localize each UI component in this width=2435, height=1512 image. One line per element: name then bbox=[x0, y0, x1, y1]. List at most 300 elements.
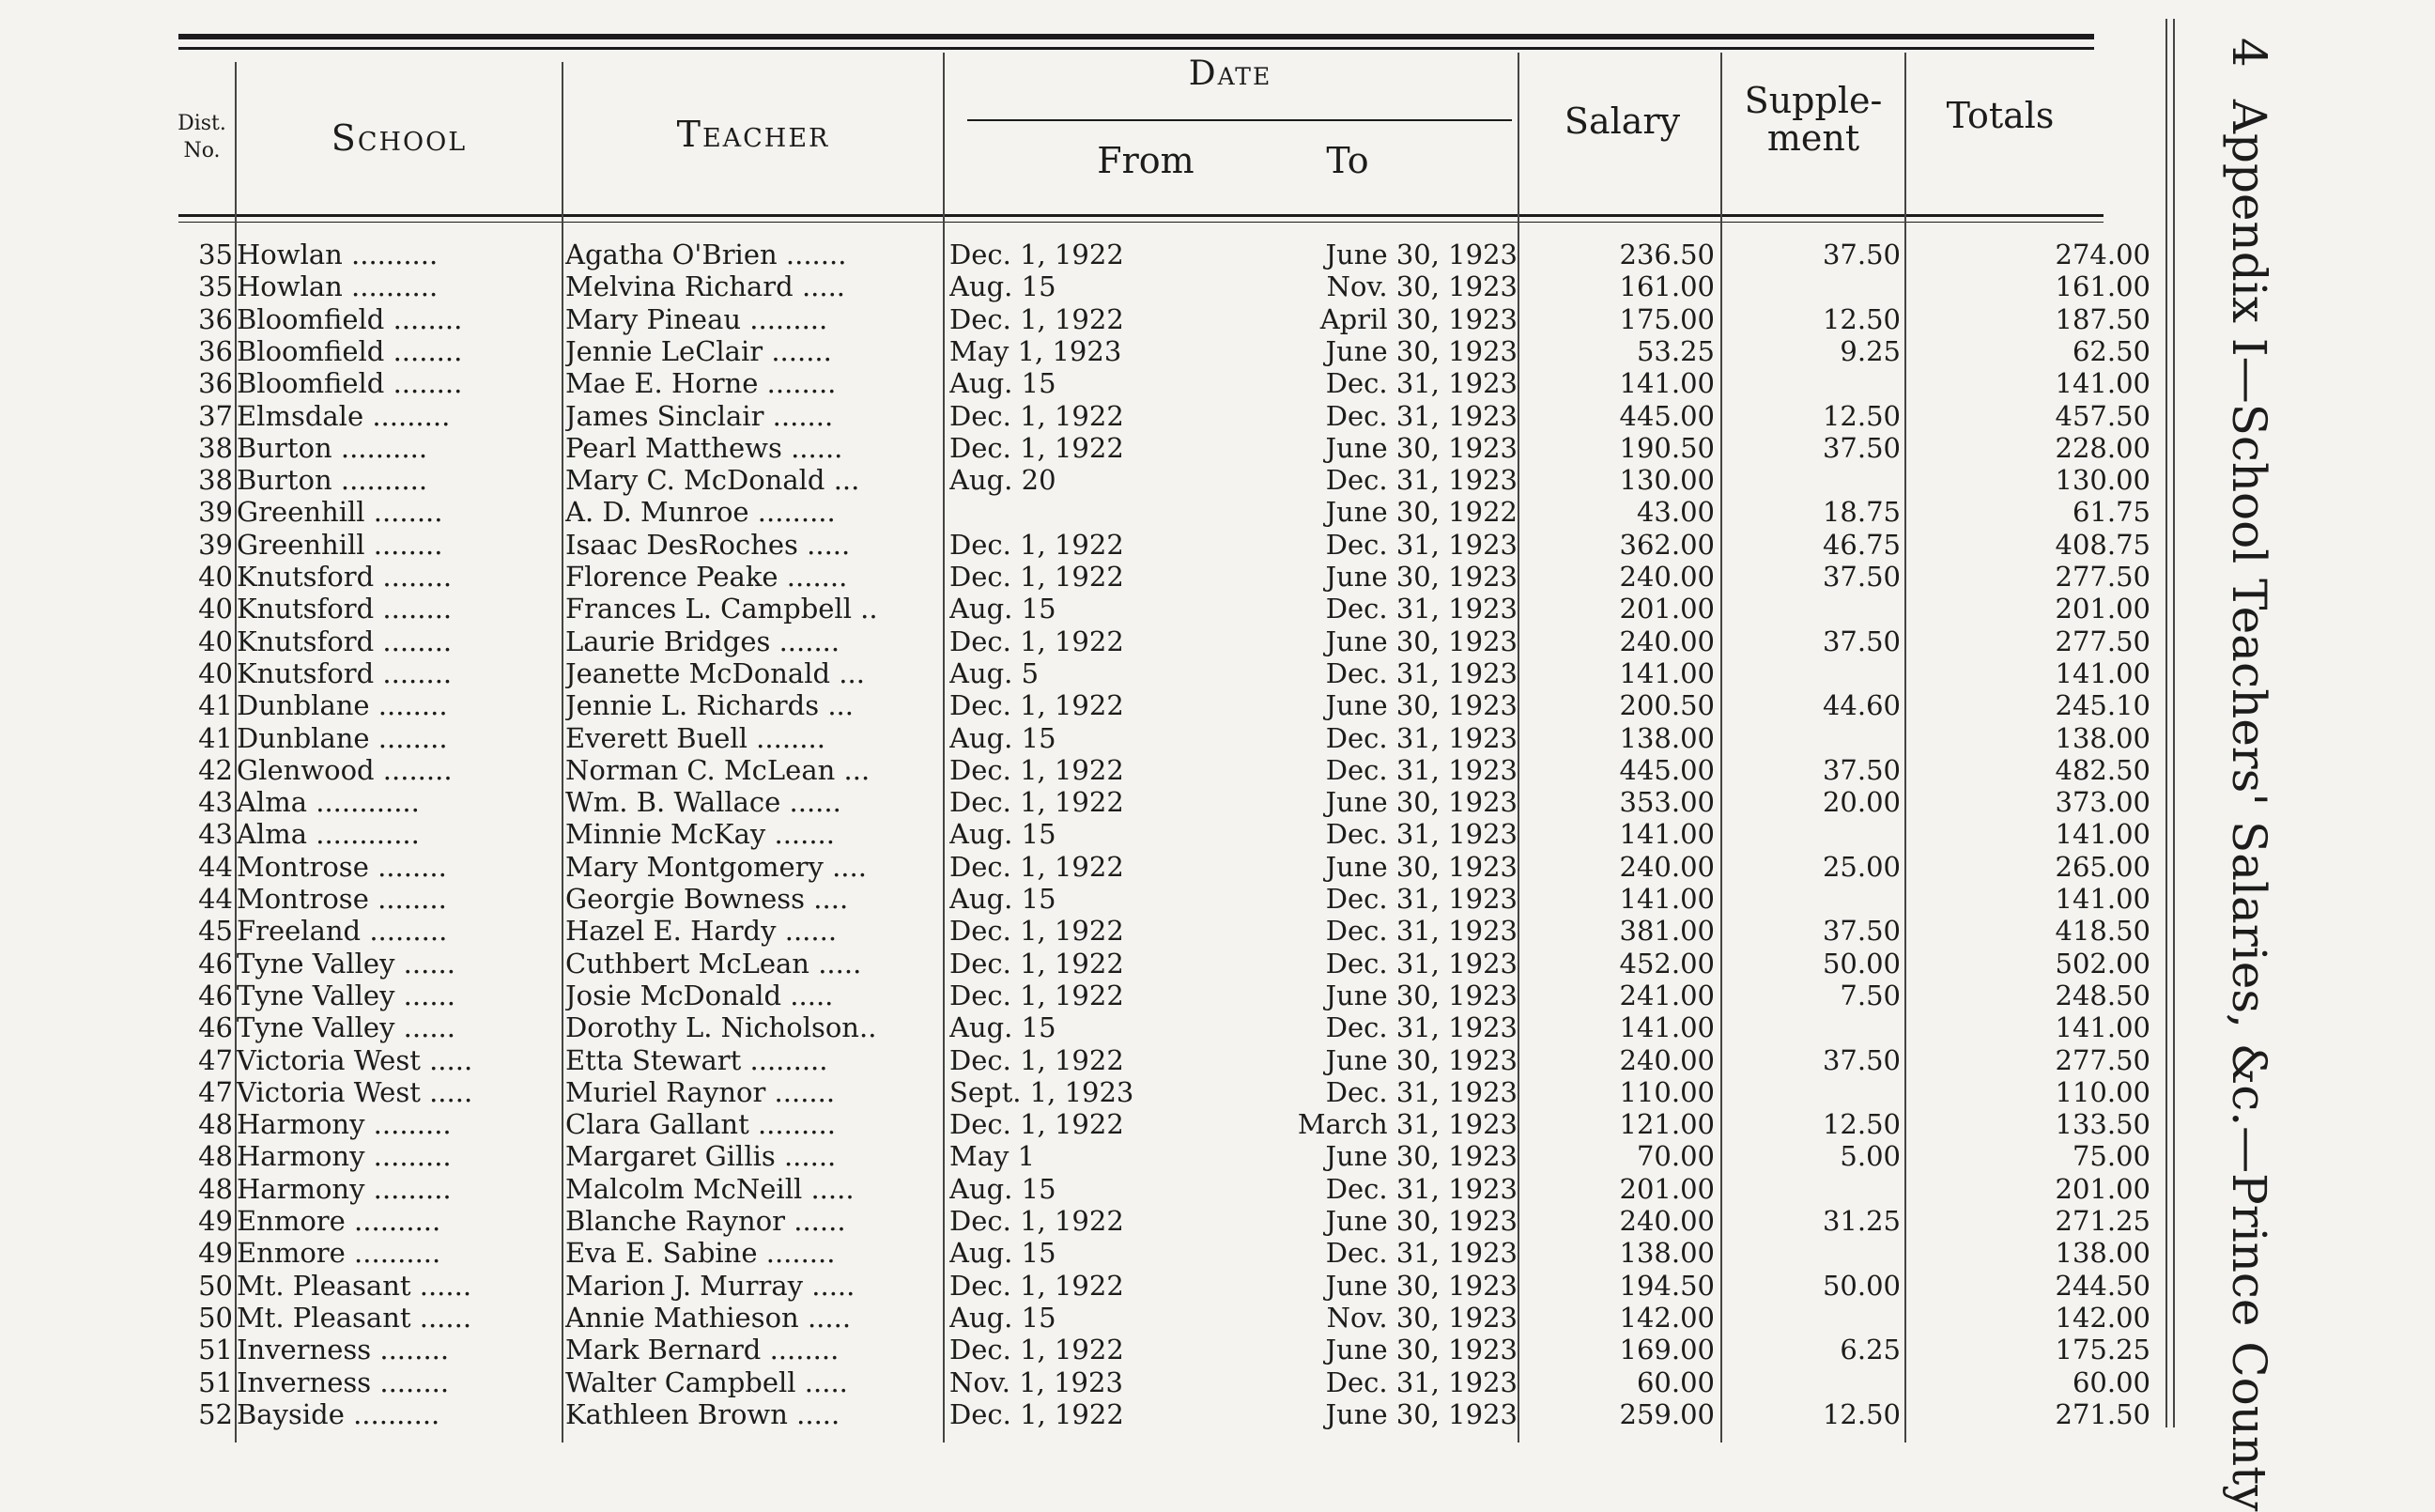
salary-cell: 240.00 bbox=[1619, 561, 1715, 593]
total-cell: 142.00 bbox=[2055, 1301, 2150, 1334]
table-row bbox=[0, 625, 2435, 657]
table-row bbox=[0, 948, 2435, 980]
date-to-cell: Dec. 31, 1923 bbox=[1325, 593, 1518, 625]
supplement-cell: 50.00 bbox=[1822, 947, 1901, 980]
date-from-cell: Dec. 1, 1922 bbox=[949, 1108, 1124, 1141]
dist-no-cell: 41 bbox=[198, 721, 233, 754]
date-from-cell: Dec. 1, 1922 bbox=[949, 625, 1124, 657]
supplement-cell: 31.25 bbox=[1822, 1205, 1901, 1237]
table-row bbox=[0, 1366, 2435, 1398]
date-to-cell: June 30, 1922 bbox=[1325, 496, 1518, 529]
table-row bbox=[0, 432, 2435, 464]
date-to-cell: June 30, 1923 bbox=[1325, 1043, 1518, 1076]
date-to-cell: Dec. 31, 1923 bbox=[1325, 656, 1518, 689]
total-cell: 187.50 bbox=[2055, 302, 2150, 335]
header-dist-line1: Dist. bbox=[177, 112, 226, 135]
teacher-name-cell: Muriel Raynor ....... bbox=[565, 1075, 836, 1108]
date-to-cell: June 30, 1923 bbox=[1325, 431, 1518, 464]
salary-cell: 130.00 bbox=[1619, 464, 1715, 497]
school-name-cell: Howlan .......... bbox=[237, 270, 439, 303]
date-to-cell: Dec. 31, 1923 bbox=[1325, 1075, 1518, 1108]
date-from-cell: Dec. 1, 1922 bbox=[949, 431, 1124, 464]
total-cell: 60.00 bbox=[2072, 1365, 2150, 1398]
date-to-cell: Dec. 31, 1923 bbox=[1325, 947, 1518, 980]
date-from-cell: Dec. 1, 1922 bbox=[949, 1397, 1124, 1430]
school-name-cell: Glenwood ........ bbox=[237, 753, 453, 786]
supplement-cell: 37.50 bbox=[1822, 431, 1901, 464]
teacher-name-cell: Marion J. Murray ..... bbox=[565, 1269, 855, 1302]
salary-cell: 445.00 bbox=[1619, 753, 1715, 786]
total-cell: 244.50 bbox=[2055, 1269, 2150, 1302]
total-cell: 482.50 bbox=[2055, 753, 2150, 786]
date-from-cell: Dec. 1, 1922 bbox=[949, 915, 1124, 948]
date-from-cell: Dec. 1, 1922 bbox=[949, 1205, 1124, 1237]
school-name-cell: Greenhill ........ bbox=[237, 496, 443, 529]
school-name-cell: Enmore .......... bbox=[237, 1205, 441, 1237]
school-name-cell: Victoria West ..... bbox=[237, 1043, 473, 1076]
salary-cell: 121.00 bbox=[1619, 1108, 1715, 1141]
table-row bbox=[0, 1108, 2435, 1140]
teacher-name-cell: Jennie LeClair ....... bbox=[565, 334, 832, 367]
teacher-name-cell: Josie McDonald ..... bbox=[565, 979, 834, 1011]
teacher-name-cell: Florence Peake ....... bbox=[565, 561, 848, 593]
salary-cell: 141.00 bbox=[1619, 656, 1715, 689]
school-name-cell: Mt. Pleasant ...... bbox=[237, 1269, 472, 1302]
total-cell: 141.00 bbox=[2055, 818, 2150, 851]
table-row bbox=[0, 1140, 2435, 1172]
supplement-cell: 9.25 bbox=[1840, 334, 1901, 367]
date-to-cell: June 30, 1923 bbox=[1325, 1140, 1518, 1173]
teacher-name-cell: Blanche Raynor ...... bbox=[565, 1205, 846, 1237]
supplement-cell: 37.50 bbox=[1822, 239, 1901, 270]
dist-no-cell: 35 bbox=[198, 239, 233, 270]
school-name-cell: Tyne Valley ...... bbox=[237, 947, 455, 980]
date-to-cell: Dec. 31, 1923 bbox=[1325, 721, 1518, 754]
salary-cell: 53.25 bbox=[1636, 334, 1715, 367]
table-row bbox=[0, 883, 2435, 915]
salary-cell: 362.00 bbox=[1619, 528, 1715, 561]
dist-no-cell: 45 bbox=[198, 915, 233, 948]
dist-no-cell: 51 bbox=[198, 1334, 233, 1366]
dist-no-cell: 47 bbox=[198, 1075, 233, 1108]
salary-cell: 141.00 bbox=[1619, 1011, 1715, 1044]
date-to-cell: Dec. 31, 1923 bbox=[1325, 1172, 1518, 1205]
date-to-cell: June 30, 1923 bbox=[1325, 1397, 1518, 1430]
dist-no-cell: 51 bbox=[198, 1365, 233, 1398]
school-name-cell: Knutsford ........ bbox=[237, 561, 453, 593]
salary-cell: 161.00 bbox=[1619, 270, 1715, 303]
school-name-cell: Mt. Pleasant ...... bbox=[237, 1301, 472, 1334]
dist-no-cell: 36 bbox=[198, 367, 233, 400]
teacher-name-cell: A. D. Munroe ......... bbox=[565, 496, 836, 529]
dist-no-cell: 42 bbox=[198, 753, 233, 786]
dist-no-cell: 40 bbox=[198, 561, 233, 593]
school-name-cell: Victoria West ..... bbox=[237, 1075, 473, 1108]
total-cell: 277.50 bbox=[2055, 561, 2150, 593]
teacher-name-cell: Laurie Bridges ....... bbox=[565, 625, 840, 657]
table-row bbox=[0, 529, 2435, 561]
salary-cell: 445.00 bbox=[1619, 399, 1715, 432]
salary-cell: 43.00 bbox=[1636, 496, 1715, 529]
date-from-cell: Aug. 15 bbox=[949, 1011, 1056, 1044]
school-name-cell: Tyne Valley ...... bbox=[237, 1011, 455, 1044]
teacher-name-cell: James Sinclair ....... bbox=[565, 399, 834, 432]
dist-no-cell: 50 bbox=[198, 1301, 233, 1334]
header-date: Date bbox=[1188, 54, 1272, 93]
header-supplement-line2: ment bbox=[1766, 116, 1860, 159]
total-cell: 502.00 bbox=[2055, 947, 2150, 980]
header-school: School bbox=[331, 117, 468, 159]
table-row bbox=[0, 980, 2435, 1011]
date-to-cell: June 30, 1923 bbox=[1325, 625, 1518, 657]
date-from-cell: Dec. 1, 1922 bbox=[949, 786, 1124, 819]
table-row bbox=[0, 1302, 2435, 1334]
date-to-cell: Dec. 31, 1923 bbox=[1325, 464, 1518, 497]
date-to-cell: Dec. 31, 1923 bbox=[1325, 915, 1518, 948]
date-from-cell: Aug. 15 bbox=[949, 818, 1056, 851]
dist-no-cell: 40 bbox=[198, 656, 233, 689]
salary-cell: 381.00 bbox=[1619, 915, 1715, 948]
teacher-name-cell: Clara Gallant ......... bbox=[565, 1108, 836, 1141]
school-name-cell: Harmony ......... bbox=[237, 1108, 452, 1141]
total-cell: 271.50 bbox=[2055, 1397, 2150, 1430]
salary-cell: 142.00 bbox=[1619, 1301, 1715, 1334]
teacher-name-cell: Walter Campbell ..... bbox=[565, 1365, 848, 1398]
date-to-cell: June 30, 1923 bbox=[1325, 786, 1518, 819]
salary-cell: 259.00 bbox=[1619, 1397, 1715, 1430]
teacher-name-cell: Mary C. McDonald ... bbox=[565, 464, 860, 497]
teacher-name-cell: Minnie McKay ....... bbox=[565, 818, 835, 851]
teacher-name-cell: Jeanette McDonald ... bbox=[565, 656, 865, 689]
table-row bbox=[0, 786, 2435, 818]
date-to-cell: June 30, 1923 bbox=[1325, 979, 1518, 1011]
dist-no-cell: 43 bbox=[198, 786, 233, 819]
date-from-cell: Dec. 1, 1922 bbox=[949, 528, 1124, 561]
supplement-cell: 12.50 bbox=[1822, 1397, 1901, 1430]
date-from-cell: May 1 bbox=[949, 1140, 1036, 1173]
supplement-cell: 7.50 bbox=[1840, 979, 1901, 1011]
supplement-cell: 37.50 bbox=[1822, 1043, 1901, 1076]
date-to-cell: Dec. 31, 1923 bbox=[1325, 753, 1518, 786]
school-name-cell: Freeland ......... bbox=[237, 915, 448, 948]
table-row bbox=[0, 239, 2435, 270]
salary-cell: 200.50 bbox=[1619, 689, 1715, 722]
dist-no-cell: 46 bbox=[198, 979, 233, 1011]
date-to-cell: April 30, 1923 bbox=[1319, 302, 1518, 335]
teacher-name-cell: Hazel E. Hardy ...... bbox=[565, 915, 838, 948]
salary-cell: 353.00 bbox=[1619, 786, 1715, 819]
teacher-name-cell: Etta Stewart ......... bbox=[565, 1043, 828, 1076]
total-cell: 61.75 bbox=[2072, 496, 2150, 529]
table-row bbox=[0, 400, 2435, 432]
teacher-name-cell: Malcolm McNeill ..... bbox=[565, 1172, 855, 1205]
date-from-cell: Dec. 1, 1922 bbox=[949, 850, 1124, 883]
date-from-cell: Dec. 1, 1922 bbox=[949, 561, 1124, 593]
teacher-name-cell: Norman C. McLean ... bbox=[565, 753, 871, 786]
salary-cell: 141.00 bbox=[1619, 818, 1715, 851]
teacher-name-cell: Georgie Bowness .... bbox=[565, 883, 849, 915]
running-title-text: Appendix I—School Teachers' Salaries, &c.—Prince County bbox=[2222, 99, 2276, 1512]
date-from-cell: Aug. 20 bbox=[949, 464, 1056, 497]
total-cell: 277.50 bbox=[2055, 625, 2150, 657]
dist-no-cell: 48 bbox=[198, 1140, 233, 1173]
total-cell: 175.25 bbox=[2055, 1334, 2150, 1366]
school-name-cell: Bloomfield ........ bbox=[237, 334, 463, 367]
supplement-cell: 50.00 bbox=[1822, 1269, 1901, 1302]
dist-no-cell: 38 bbox=[198, 431, 233, 464]
dist-no-cell: 46 bbox=[198, 1011, 233, 1044]
salary-cell: 240.00 bbox=[1619, 625, 1715, 657]
supplement-cell: 20.00 bbox=[1822, 786, 1901, 819]
salary-cell: 190.50 bbox=[1619, 431, 1715, 464]
date-to-cell: June 30, 1923 bbox=[1325, 561, 1518, 593]
teacher-name-cell: Isaac DesRoches ..... bbox=[565, 528, 851, 561]
teacher-name-cell: Mary Montgomery .... bbox=[565, 850, 867, 883]
date-from-cell: Nov. 1, 1923 bbox=[949, 1365, 1123, 1398]
date-from-cell: Aug. 15 bbox=[949, 883, 1056, 915]
table-row bbox=[0, 1044, 2435, 1076]
supplement-cell: 12.50 bbox=[1822, 1108, 1901, 1141]
table-row bbox=[0, 1205, 2435, 1237]
teacher-name-cell: Mary Pineau ......... bbox=[565, 302, 828, 335]
date-from-cell: Dec. 1, 1922 bbox=[949, 239, 1124, 270]
school-name-cell: Bayside .......... bbox=[237, 1397, 440, 1430]
salary-cell: 236.50 bbox=[1619, 239, 1715, 270]
supplement-cell: 25.00 bbox=[1822, 850, 1901, 883]
total-cell: 201.00 bbox=[2055, 1172, 2150, 1205]
total-cell: 110.00 bbox=[2055, 1075, 2150, 1108]
salary-cell: 138.00 bbox=[1619, 1237, 1715, 1270]
dist-no-cell: 49 bbox=[198, 1237, 233, 1270]
header-supplement-line1: Supple- bbox=[1744, 80, 1883, 121]
supplement-cell: 6.25 bbox=[1840, 1334, 1901, 1366]
total-cell: 277.50 bbox=[2055, 1043, 2150, 1076]
school-name-cell: Inverness ........ bbox=[237, 1365, 450, 1398]
date-to-cell: Dec. 31, 1923 bbox=[1325, 1237, 1518, 1270]
dist-no-cell: 47 bbox=[198, 1043, 233, 1076]
page-number: 4 bbox=[2222, 38, 2276, 68]
table-row bbox=[0, 1270, 2435, 1302]
date-to-cell: March 31, 1923 bbox=[1297, 1108, 1518, 1141]
date-to-cell: June 30, 1923 bbox=[1325, 850, 1518, 883]
dist-no-cell: 52 bbox=[198, 1397, 233, 1430]
date-from-cell: Aug. 15 bbox=[949, 1301, 1056, 1334]
dist-no-cell: 44 bbox=[198, 850, 233, 883]
school-name-cell: Dunblane ........ bbox=[237, 721, 448, 754]
table-row bbox=[0, 657, 2435, 689]
date-to-cell: June 30, 1923 bbox=[1325, 689, 1518, 722]
salary-cell: 201.00 bbox=[1619, 593, 1715, 625]
total-cell: 75.00 bbox=[2072, 1140, 2150, 1173]
date-to-cell: Dec. 31, 1923 bbox=[1325, 528, 1518, 561]
date-from-cell: Dec. 1, 1922 bbox=[949, 753, 1124, 786]
salary-cell: 175.00 bbox=[1619, 302, 1715, 335]
table-row bbox=[0, 818, 2435, 850]
date-from-cell: May 1, 1923 bbox=[949, 334, 1122, 367]
table-row bbox=[0, 1076, 2435, 1108]
salary-cell: 240.00 bbox=[1619, 850, 1715, 883]
date-to-cell: Dec. 31, 1923 bbox=[1325, 818, 1518, 851]
teacher-name-cell: Pearl Matthews ...... bbox=[565, 431, 843, 464]
salary-cell: 452.00 bbox=[1619, 947, 1715, 980]
salary-cell: 141.00 bbox=[1619, 883, 1715, 915]
table-row bbox=[0, 1011, 2435, 1043]
supplement-cell: 37.50 bbox=[1822, 561, 1901, 593]
supplement-cell: 5.00 bbox=[1840, 1140, 1901, 1173]
school-name-cell: Montrose ........ bbox=[237, 883, 447, 915]
teacher-name-cell: Melvina Richard ..... bbox=[565, 270, 846, 303]
teacher-name-cell: Jennie L. Richards ... bbox=[565, 689, 854, 722]
total-cell: 457.50 bbox=[2055, 399, 2150, 432]
teacher-name-cell: Dorothy L. Nicholson.. bbox=[565, 1011, 877, 1044]
date-from-cell: Dec. 1, 1922 bbox=[949, 399, 1124, 432]
total-cell: 141.00 bbox=[2055, 1011, 2150, 1044]
supplement-cell: 37.50 bbox=[1822, 915, 1901, 948]
dist-no-cell: 39 bbox=[198, 528, 233, 561]
dist-no-cell: 50 bbox=[198, 1269, 233, 1302]
table-row bbox=[0, 270, 2435, 302]
total-cell: 248.50 bbox=[2055, 979, 2150, 1011]
table-row bbox=[0, 335, 2435, 367]
teacher-name-cell: Eva E. Sabine ........ bbox=[565, 1237, 836, 1270]
date-to-cell: Nov. 30, 1923 bbox=[1326, 270, 1518, 303]
table-row bbox=[0, 593, 2435, 625]
table-row bbox=[0, 1173, 2435, 1205]
table-row bbox=[0, 1398, 2435, 1430]
total-cell: 138.00 bbox=[2055, 1237, 2150, 1270]
date-from-cell: Aug. 15 bbox=[949, 1237, 1056, 1270]
date-to-cell: June 30, 1923 bbox=[1325, 239, 1518, 270]
salary-cell: 201.00 bbox=[1619, 1172, 1715, 1205]
date-from-cell: Aug. 15 bbox=[949, 721, 1056, 754]
supplement-cell: 37.50 bbox=[1822, 753, 1901, 786]
header-from: From bbox=[1097, 140, 1194, 181]
date-from-cell: Dec. 1, 1922 bbox=[949, 947, 1124, 980]
salary-cell: 110.00 bbox=[1619, 1075, 1715, 1108]
date-from-cell: Aug. 15 bbox=[949, 367, 1056, 400]
dist-no-cell: 36 bbox=[198, 302, 233, 335]
dist-no-cell: 48 bbox=[198, 1108, 233, 1141]
school-name-cell: Howlan .......... bbox=[237, 239, 439, 270]
school-name-cell: Enmore .......... bbox=[237, 1237, 441, 1270]
date-from-cell: Dec. 1, 1922 bbox=[949, 979, 1124, 1011]
school-name-cell: Harmony ......... bbox=[237, 1172, 452, 1205]
total-cell: 265.00 bbox=[2055, 850, 2150, 883]
total-cell: 274.00 bbox=[2055, 239, 2150, 270]
school-name-cell: Harmony ......... bbox=[237, 1140, 452, 1173]
school-name-cell: Knutsford ........ bbox=[237, 593, 453, 625]
table-row bbox=[0, 915, 2435, 947]
supplement-cell: 12.50 bbox=[1822, 302, 1901, 335]
table-row bbox=[0, 754, 2435, 786]
teacher-name-cell: Mae E. Horne ........ bbox=[565, 367, 837, 400]
total-cell: 141.00 bbox=[2055, 656, 2150, 689]
teacher-name-cell: Annie Mathieson ..... bbox=[565, 1301, 852, 1334]
date-to-cell: Dec. 31, 1923 bbox=[1325, 883, 1518, 915]
table-row bbox=[0, 561, 2435, 593]
table-row bbox=[0, 1237, 2435, 1269]
teacher-name-cell: Kathleen Brown ..... bbox=[565, 1397, 840, 1430]
school-name-cell: Bloomfield ........ bbox=[237, 367, 463, 400]
date-to-cell: Dec. 31, 1923 bbox=[1325, 1011, 1518, 1044]
date-to-cell: June 30, 1923 bbox=[1325, 1269, 1518, 1302]
school-name-cell: Dunblane ........ bbox=[237, 689, 448, 722]
salary-cell: 241.00 bbox=[1619, 979, 1715, 1011]
dist-no-cell: 46 bbox=[198, 947, 233, 980]
table-row bbox=[0, 689, 2435, 721]
school-name-cell: Tyne Valley ...... bbox=[237, 979, 455, 1011]
salary-cell: 240.00 bbox=[1619, 1043, 1715, 1076]
total-cell: 161.00 bbox=[2055, 270, 2150, 303]
dist-no-cell: 49 bbox=[198, 1205, 233, 1237]
date-to-cell: June 30, 1923 bbox=[1325, 1205, 1518, 1237]
date-from-cell: Sept. 1, 1923 bbox=[949, 1075, 1134, 1108]
total-cell: 141.00 bbox=[2055, 883, 2150, 915]
total-cell: 408.75 bbox=[2055, 528, 2150, 561]
teacher-name-cell: Cuthbert McLean ..... bbox=[565, 947, 862, 980]
supplement-cell: 12.50 bbox=[1822, 399, 1901, 432]
date-to-cell: Dec. 31, 1923 bbox=[1325, 367, 1518, 400]
school-name-cell: Greenhill ........ bbox=[237, 528, 443, 561]
dist-no-cell: 40 bbox=[198, 625, 233, 657]
date-from-cell: Dec. 1, 1922 bbox=[949, 689, 1124, 722]
dist-no-cell: 39 bbox=[198, 496, 233, 529]
date-from-cell: Dec. 1, 1922 bbox=[949, 1043, 1124, 1076]
running-title bbox=[2207, 38, 2291, 1512]
total-cell: 138.00 bbox=[2055, 721, 2150, 754]
dist-no-cell: 38 bbox=[198, 464, 233, 497]
table-row bbox=[0, 464, 2435, 496]
date-to-cell: June 30, 1923 bbox=[1325, 1334, 1518, 1366]
date-to-cell: June 30, 1923 bbox=[1325, 334, 1518, 367]
table-row bbox=[0, 1334, 2435, 1365]
salary-cell: 141.00 bbox=[1619, 367, 1715, 400]
total-cell: 133.50 bbox=[2055, 1108, 2150, 1141]
total-cell: 245.10 bbox=[2055, 689, 2150, 722]
dist-no-cell: 36 bbox=[198, 334, 233, 367]
dist-no-cell: 48 bbox=[198, 1172, 233, 1205]
teacher-name-cell: Everett Buell ........ bbox=[565, 721, 825, 754]
date-from-cell: Aug. 15 bbox=[949, 270, 1056, 303]
teacher-name-cell: Mark Bernard ........ bbox=[565, 1334, 840, 1366]
date-from-cell: Dec. 1, 1922 bbox=[949, 302, 1124, 335]
teacher-name-cell: Margaret Gillis ...... bbox=[565, 1140, 837, 1173]
school-name-cell: Montrose ........ bbox=[237, 850, 447, 883]
table-row bbox=[0, 851, 2435, 883]
school-name-cell: Burton .......... bbox=[237, 431, 428, 464]
dist-no-cell: 35 bbox=[198, 270, 233, 303]
total-cell: 228.00 bbox=[2055, 431, 2150, 464]
total-cell: 141.00 bbox=[2055, 367, 2150, 400]
total-cell: 271.25 bbox=[2055, 1205, 2150, 1237]
total-cell: 62.50 bbox=[2072, 334, 2150, 367]
header-to: To bbox=[1326, 140, 1369, 181]
total-cell: 130.00 bbox=[2055, 464, 2150, 497]
teacher-name-cell: Wm. B. Wallace ...... bbox=[565, 786, 841, 819]
school-name-cell: Alma ............ bbox=[237, 786, 420, 819]
school-name-cell: Alma ............ bbox=[237, 818, 420, 851]
date-to-cell: Dec. 31, 1923 bbox=[1325, 1365, 1518, 1398]
date-from-cell: Aug. 15 bbox=[949, 1172, 1056, 1205]
table-row bbox=[0, 367, 2435, 399]
date-from-cell: Aug. 15 bbox=[949, 593, 1056, 625]
dist-no-cell: 40 bbox=[198, 593, 233, 625]
dist-no-cell: 44 bbox=[198, 883, 233, 915]
date-from-cell: Aug. 5 bbox=[949, 656, 1040, 689]
table-row bbox=[0, 722, 2435, 754]
supplement-cell: 44.60 bbox=[1822, 689, 1901, 722]
table-row bbox=[0, 303, 2435, 335]
